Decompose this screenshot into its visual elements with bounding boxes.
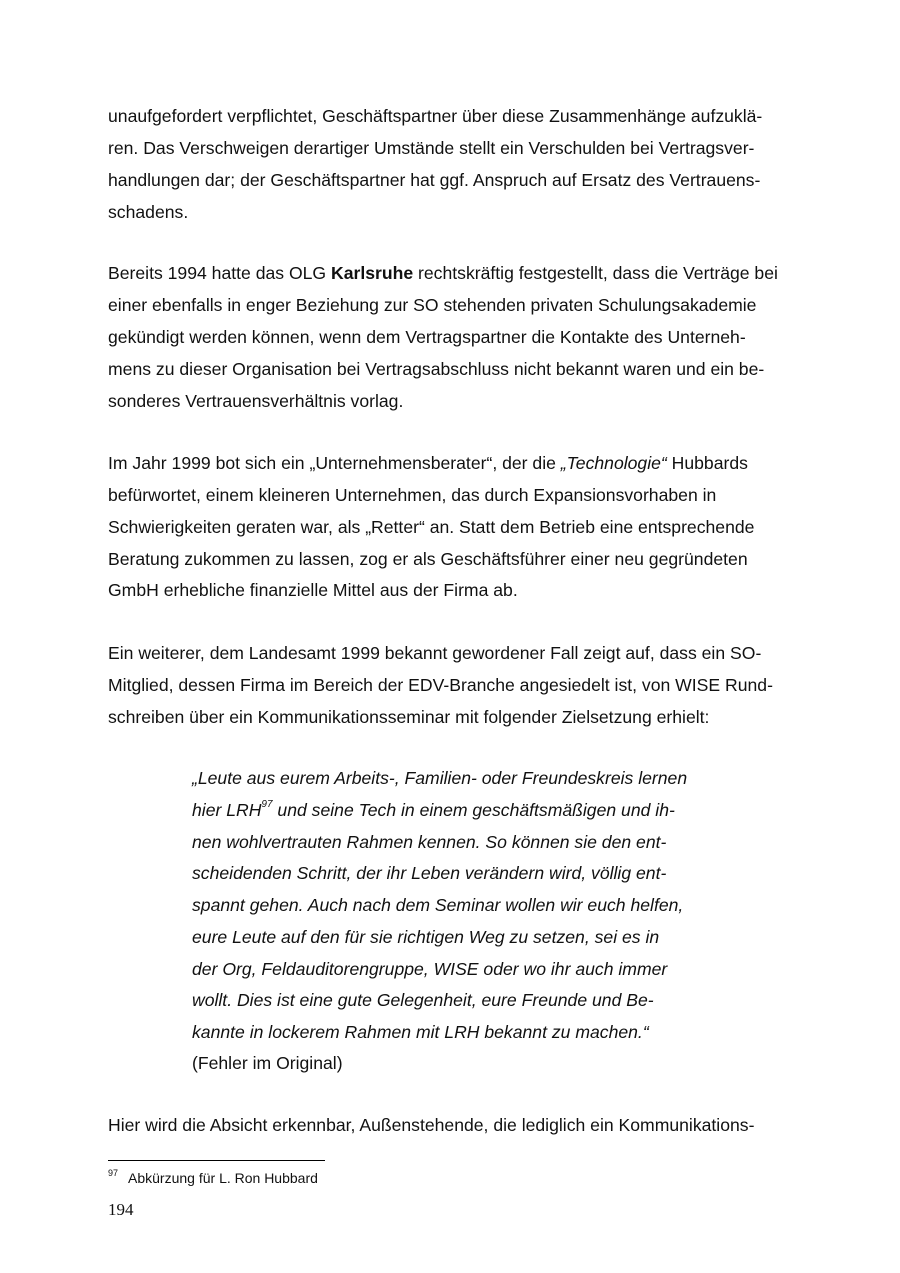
footnote-text: Abkürzung für L. Ron Hubbard: [128, 1170, 318, 1186]
quote-line: nen wohlvertrauten Rahmen kennen. So können sie den ent-: [192, 832, 667, 852]
footnote: [108, 1170, 318, 1186]
bold-text-karlsruhe: Karlsruhe: [331, 263, 414, 283]
body-text-line: unaufgefordert verpflichtet, Geschäftspartner über diese Zusammenhänge aufzuklä-: [108, 106, 763, 126]
quote-line: scheidenden Schritt, der ihr Leben verändern wird, völlig ent-: [192, 863, 667, 883]
text-run: hier LRH: [192, 800, 262, 820]
text-run: Hubbards: [666, 453, 748, 473]
quote-line: der Org, Feldauditorengruppe, WISE oder wo ihr auch immer: [192, 959, 668, 979]
body-text-line: schreiben über ein Kommunikationsseminar mit folgender Zielsetzung erhielt:: [108, 707, 710, 727]
quote-line: kannte in lockerem Rahmen mit LRH bekannt zu machen.“: [192, 1022, 649, 1042]
quote-line: „Leute aus eurem Arbeits-, Familien- oder Freundeskreis lernen: [192, 768, 688, 788]
body-text-line: Hier wird die Absicht erkennbar, Außenstehende, die lediglich ein Kommunikations-: [108, 1115, 755, 1135]
body-text-line: Schwierigkeiten geraten war, als „Retter“ an. Statt dem Betrieb eine entsprechende: [108, 517, 755, 537]
text-run: Bereits 1994 hatte das OLG: [108, 263, 331, 283]
footnote-number: 97: [108, 1168, 119, 1179]
quote-line: eure Leute auf den für sie richtigen Weg zu setzen, sei es in: [192, 927, 660, 947]
body-text-line: handlungen dar; der Geschäftspartner hat ggf. Anspruch auf Ersatz des Vertrauens-: [108, 170, 761, 190]
body-text-line: ren. Das Verschweigen derartiger Umstände stellt ein Verschulden bei Vertragsver-: [108, 138, 755, 158]
body-text-line: Mitglied, dessen Firma im Bereich der EDV-Branche angesiedelt ist, von WISE Rund-: [108, 675, 773, 695]
quote-note: (Fehler im Original): [192, 1053, 343, 1073]
footnote-separator: [108, 1160, 325, 1161]
quote-line: wollt. Dies ist eine gute Gelegenheit, eure Freunde und Be-: [192, 990, 654, 1010]
body-text-line: mens zu dieser Organisation bei Vertragsabschluss nicht bekannt waren und ein be-: [108, 359, 765, 379]
body-text-line: Ein weiterer, dem Landesamt 1999 bekannt gewordener Fall zeigt auf, dass ein SO-: [108, 643, 762, 663]
body-text-line: [108, 453, 748, 473]
italic-text-technologie: „Technologie“: [560, 453, 667, 473]
quote-line: [192, 800, 675, 820]
text-run: Im Jahr 1999 bot sich ein „Unternehmensberater“, der die: [108, 453, 561, 473]
body-text-line: Beratung zukommen zu lassen, zog er als Geschäftsführer einer neu gegründeten: [108, 549, 748, 569]
body-text-line: einer ebenfalls in enger Beziehung zur SO stehenden privaten Schulungsakademie: [108, 295, 757, 315]
quote-line: spannt gehen. Auch nach dem Seminar wollen wir euch helfen,: [192, 895, 684, 915]
body-text-line: befürwortet, einem kleineren Unternehmen, das durch Expansionsvorhaben in: [108, 485, 717, 505]
text-run: rechtskräftig festgestellt, dass die Verträge bei: [413, 263, 778, 283]
page-number: 194: [108, 1200, 134, 1219]
body-text-line: GmbH erhebliche finanzielle Mittel aus der Firma ab.: [108, 580, 518, 600]
body-text-line: sonderes Vertrauensverhältnis vorlag.: [108, 391, 404, 411]
body-text-line: gekündigt werden können, wenn dem Vertragspartner die Kontakte des Unterneh-: [108, 327, 746, 347]
body-text-line: [108, 263, 778, 283]
text-run: und seine Tech in einem geschäftsmäßigen und ih-: [272, 800, 675, 820]
footnote-reference[interactable]: 97: [261, 799, 273, 811]
body-text-line: schadens.: [108, 202, 189, 222]
